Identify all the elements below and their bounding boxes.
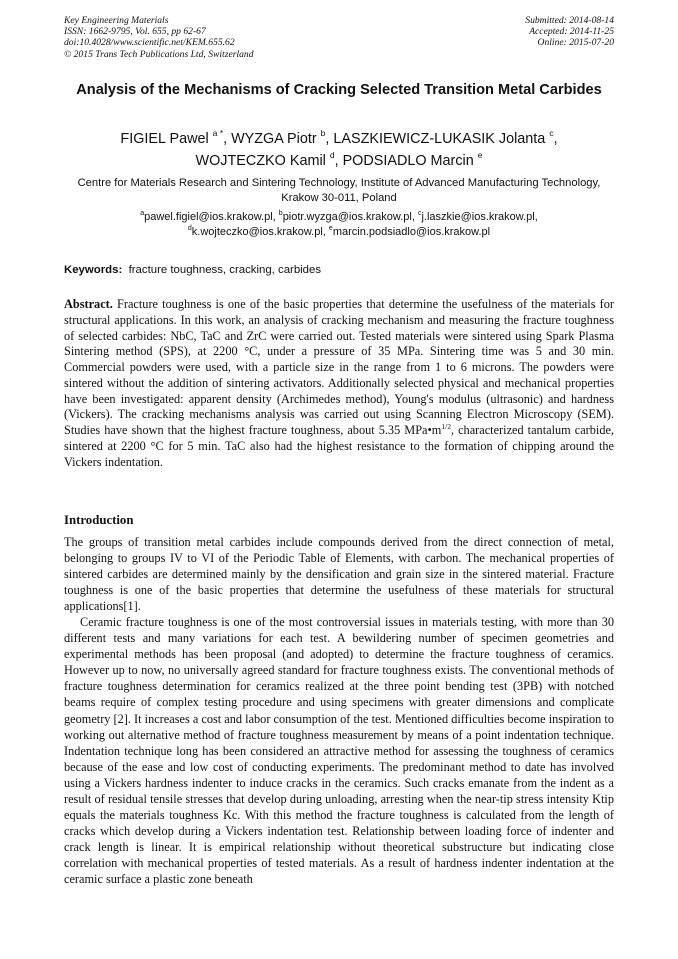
abstract-text-end: , characterized tantalum carbide, sintered at 2200 °C for 5 min. TaC also had the highest resistance to the formation of chipping around the Vickers indentation. xyxy=(64,423,614,469)
email-mark: a xyxy=(140,210,145,217)
paper-title: Analysis of the Mechanisms of Cracking Selected Transition Metal Carbides xyxy=(76,82,602,98)
journal-header xyxy=(64,15,384,60)
paragraph: Ceramic fracture toughness is one of the most controversial issues in materials testing, with more than 30 different tests and many variations for each test. A bewildering number of specimen geometries and experimental methods has been proposal (and adopted) to determine the fracture toughness of ceramics. However up to now, no universally agreed standard for fracture toughness exists. The conventional methods of fracture toughness determination for ceramics realized at the three point bending test (3PB) with notched beams require of complex testing procedure and using specimens with greater dimensions and complicate geometry [2]. It increases a cost and labor consumption of the test. Mentioned difficulties become inspiration to working out alternative method of fracture toughness measurement by means of a point indentation technique. Indentation technique long has been considered an attractive method for assessing the toughness of ceramics because of the ease and low cost of conducting experiments. The predominant method to date has involved using a Vickers hardness indenter to induce cracks in the ceramics. Such cracks emanate from the indent as a result of residual tensile stresses that develop during unloading, arresting when the near-tip stress intensity Ktip equals the materials toughness Kc. With this method the fracture toughness is calculated from the length of cracks which develop during a Vickers indentation test. Relationship between loading force of indenter and crack length is linear. It is empirical relationship without theoretical substructure but indicating close correlation with mechanical properties of tested materials. As a result of hardness indenter indentation at the ceramic surface a plastic zone beneath xyxy=(64,615,614,886)
dates-header xyxy=(374,15,614,49)
author-affiliation-mark: a * xyxy=(212,128,224,138)
email-address[interactable]: k.wojteczko@ios.krakow.pl xyxy=(191,225,323,238)
author-separator: , xyxy=(553,131,558,147)
author-name: WOJTECZKO Kamil xyxy=(195,153,326,169)
issn-line: ISSN: 1662-9795, Vol. 655, pp 62-67 xyxy=(64,26,206,38)
author-name: FIGIEL Pawel xyxy=(120,131,209,147)
journal-name: Key Engineering Materials xyxy=(64,15,169,26)
email-mark: c xyxy=(417,210,422,217)
email-address[interactable]: pawel.figiel@ios.krakow.pl xyxy=(144,211,273,223)
accepted-date: Accepted: 2014-11-25 xyxy=(529,26,614,38)
email-separator: , xyxy=(411,211,418,223)
email-separator: , xyxy=(322,225,329,238)
keywords-label: Keywords: xyxy=(64,264,123,276)
affiliation: Centre for Materials Research and Sintering Technology, Institute of Advanced Manufacturing Technology, Krakow 30-011, Poland xyxy=(77,177,601,204)
author-separator: , xyxy=(334,153,343,169)
abstract-text: Fracture toughness is one of the basic properties that determine the usefulness of the materials for structural applications. In this work, an analysis of cracking mechanism and measuring the fracture toughness of selected carbides: NbC, TaC and ZrC were carried out. Tested materials were sintered using Spark Plasma Sintering method (SPS), at 2200 °C, under a pressure of 35 MPa. Sintering time was 5 and 30 min. Commercial powders were used, with a particle size in the range from 1 to 6 microns. The powders were sintered without the addition of sintering activators. Additionally selected physical and mechanical properties have been investigated: apparent density (Archimedes method), Young's modulus (ultrasonic) and hardness (Vickers). The cracking mechanisms analysis was carried out using Scanning Electron Microscopy (SEM). Studies have shown that the highest fracture toughness, about 5.35 MPa•m xyxy=(64,297,614,437)
doi-line: doi:10.4028/www.scientific.net/KEM.655.62 xyxy=(64,37,235,49)
keywords-line xyxy=(64,263,614,277)
paragraph: The groups of transition metal carbides include compounds derived from the direct connection of metal, belonging to groups IV to VI of the Periodic Table of Elements, with carbon. The mechanical properties of sintered carbides are determined mainly by the densification and grain size in the sintered material. Fracture toughness is one of the basic properties that determine the usefulness of these materials for structural applications[1]. xyxy=(64,535,614,614)
author-affiliation-mark: c xyxy=(549,128,554,138)
submitted-date: Submitted: 2014-08-14 xyxy=(525,15,614,26)
email-mark: b xyxy=(278,210,283,217)
abstract xyxy=(64,297,614,470)
author-separator: , xyxy=(223,131,232,147)
keywords-text: fracture toughness, cracking, carbides xyxy=(128,264,322,276)
email-separator: , xyxy=(272,211,279,223)
copyright-line: © 2015 Trans Tech Publications Ltd, Switzerland xyxy=(64,48,254,60)
email-separator: , xyxy=(534,211,538,223)
email-address[interactable]: marcin.podsiadlo@ios.krakow.pl xyxy=(332,225,491,238)
email-address[interactable]: piotr.wyzga@ios.krakow.pl xyxy=(282,211,412,223)
author-name: WYZGA Piotr xyxy=(231,131,317,147)
author-separator: , xyxy=(325,131,334,147)
email-address[interactable]: j.laszkie@ios.krakow.pl xyxy=(421,211,535,223)
email-mark: e xyxy=(328,224,333,232)
abstract-label: Abstract. xyxy=(64,297,113,311)
abstract-exponent: 1/2 xyxy=(441,422,451,431)
email-list xyxy=(64,210,614,239)
author-affiliation-mark: b xyxy=(320,128,326,138)
section-heading: Introduction xyxy=(64,513,134,527)
author-name: LASZKIEWICZ-LUKASIK Jolanta xyxy=(333,131,546,147)
author-name: PODSIADLO Marcin xyxy=(342,153,474,169)
author-list xyxy=(64,128,614,172)
introduction-body xyxy=(64,534,614,887)
author-affiliation-mark: e xyxy=(477,150,483,160)
email-mark: d xyxy=(187,224,192,232)
author-affiliation-mark: d xyxy=(329,150,335,160)
online-date: Online: 2015-07-20 xyxy=(537,37,614,49)
